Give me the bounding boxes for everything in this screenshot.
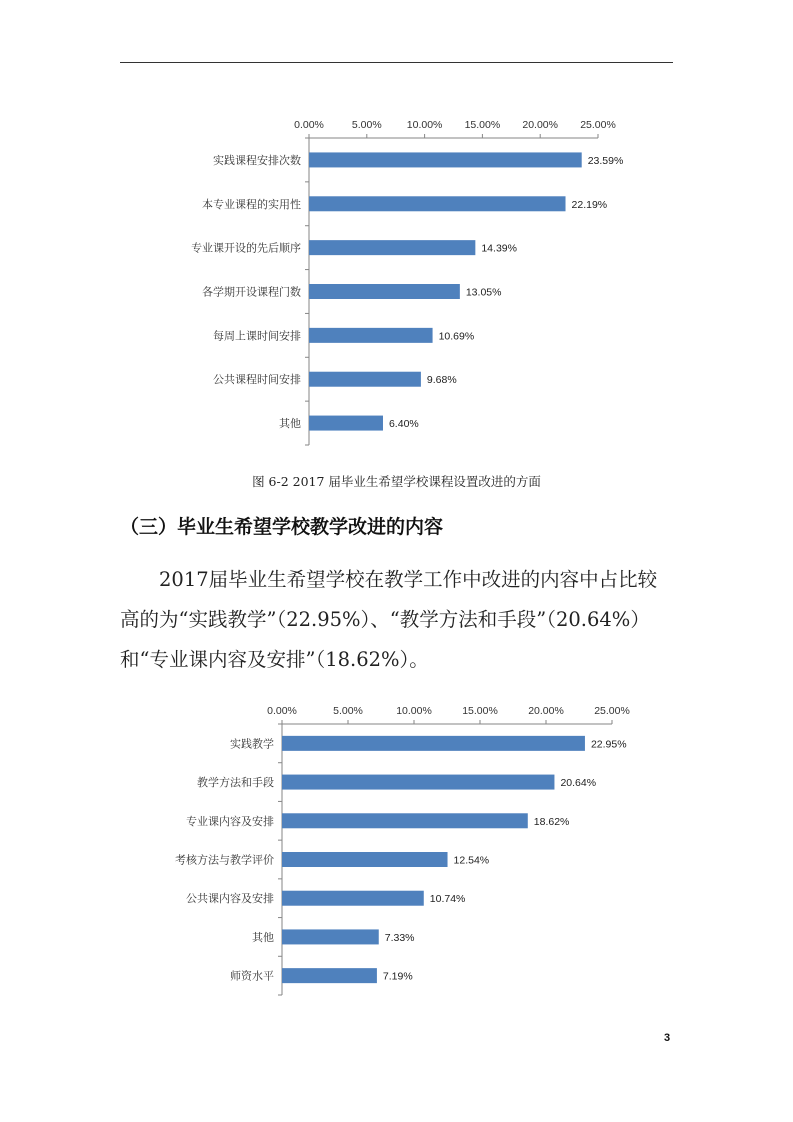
category-label: 师资水平: [230, 969, 274, 983]
category-label: 公共课内容及安排: [186, 892, 274, 906]
x-tick-label: 5.00%: [333, 705, 363, 717]
data-label: 22.19%: [571, 198, 608, 211]
bar: [282, 968, 377, 983]
x-tick-label: 0.00%: [267, 705, 297, 717]
bar: [282, 929, 379, 944]
chart-course-improvement: [0, 110, 793, 450]
bar: [282, 813, 528, 828]
category-label: 教学方法和手段: [197, 776, 274, 790]
figure-caption: 图 6-2 2017 届毕业生希望学校课程设置改进的方面: [252, 474, 541, 489]
x-tick-label: 20.00%: [522, 119, 559, 131]
category-label: 考核方法与教学评价: [175, 853, 274, 867]
data-label: 7.33%: [384, 931, 415, 944]
page-number: 3: [664, 1032, 671, 1044]
category-label: 专业课开设的先后顺序: [191, 241, 301, 255]
data-label: 12.54%: [453, 854, 490, 867]
category-label: 专业课内容及安排: [186, 814, 274, 828]
data-label: 23.59%: [587, 154, 624, 167]
category-label: 实践教学: [230, 737, 274, 751]
bar: [309, 372, 421, 387]
x-tick-label: 15.00%: [464, 119, 501, 131]
category-label: 各学期开设课程门数: [202, 285, 301, 299]
data-label: 13.05%: [465, 286, 502, 299]
header-rule: [120, 62, 673, 63]
x-tick-label: 25.00%: [594, 705, 630, 717]
category-label: 公共课程时间安排: [213, 373, 301, 387]
x-tick-label: 0.00%: [294, 119, 324, 131]
category-label: 其他: [252, 930, 274, 944]
chart-teaching-improvement: [0, 698, 793, 998]
data-label: 10.74%: [429, 893, 466, 906]
bar: [282, 891, 424, 906]
x-tick-label: 20.00%: [528, 705, 564, 717]
data-label: 22.95%: [590, 738, 627, 751]
data-label: 18.62%: [533, 815, 570, 828]
data-label: 7.19%: [382, 970, 413, 983]
data-label: 10.69%: [438, 330, 475, 343]
category-label: 本专业课程的实用性: [202, 197, 301, 211]
category-label: 实践课程安排次数: [213, 153, 301, 167]
x-tick-label: 15.00%: [462, 705, 498, 717]
data-label: 14.39%: [481, 242, 517, 255]
x-tick-label: 10.00%: [396, 705, 432, 717]
x-tick-label: 25.00%: [580, 119, 616, 131]
bar: [309, 240, 475, 255]
section-heading: （三）毕业生希望学校教学改进的内容: [120, 516, 444, 538]
bar: [282, 736, 585, 751]
data-label: 9.68%: [426, 374, 457, 387]
bar: [309, 416, 383, 431]
bar: [282, 852, 448, 867]
bar: [309, 152, 582, 167]
category-label: 每周上课时间安排: [213, 329, 301, 343]
data-label: 20.64%: [560, 777, 597, 790]
category-label: 其他: [279, 417, 301, 431]
bar: [309, 328, 433, 343]
bar: [282, 775, 554, 790]
x-tick-label: 5.00%: [351, 119, 382, 131]
x-tick-label: 10.00%: [406, 119, 443, 131]
bar: [309, 196, 566, 211]
body-paragraph: 2017届毕业生希望学校在教学工作中改进的内容中占比较高的为“实践教学”（22.95%）、“教学方法和手段”（20.64%）和“专业课内容及安排”（18.62%）。: [120, 568, 658, 671]
data-label: 6.40%: [388, 418, 419, 431]
bar: [309, 284, 460, 299]
